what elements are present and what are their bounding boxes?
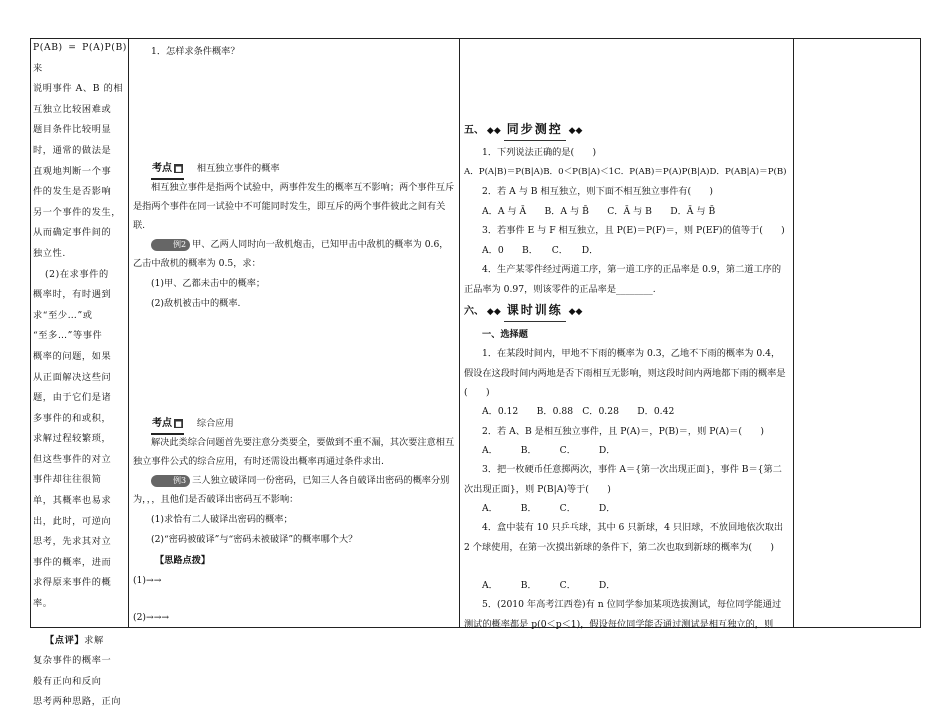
diamond-icon: ◆◆ [486,126,501,136]
t-question-2: 2．若 A、B 是相互独立事件，且 P(A)＝，P(B)＝，则 P(A)＝( ) [482,426,764,437]
section-6-title: 课时训练 [504,301,566,322]
review-note [33,631,127,713]
t-question-3-options: A． B． C． D． [482,503,616,514]
review-line: 般有正向和反向 [33,675,102,687]
t-question-5: 5．(2010 年高考江西卷)有 n 位同学参加某项选拔测试，每位同学能通过测试的概率都是 p(0＜p＜1)，假设每位同学能否通过测试是相互独立的，则 [464,599,782,630]
review-label: 【点评】 [45,634,85,646]
notes-line: 直观地判断一个事 [33,165,112,177]
notes-line: 从正面解决这些问 [33,371,112,383]
column-divider [459,38,460,628]
example-2-q1: (1)甲、乙都未击中的概率； [151,278,266,289]
notes-line: 时，通常的做法是 [33,144,112,156]
kaodian-1-body: 相互独立事件是指两个试验中，两事件发生的概率互不影响；两个事件互斥是指两个事件在同一试验中不可能同时发生，即互斥的两个事件彼此之间有关联. [133,182,455,231]
notes-line: 概率时，有时遇到 [33,289,112,301]
kaodian-2-body: 解决此类综合问题首先要注意分类要全，要做到不重不漏，其次要注意相互独立事件公式的综合应用，有时还需设出概率再通过条件求出. [133,437,455,467]
example-3-q2: (2)“密码被破译”与“密码未被破译”的概率哪个大？ [151,534,358,545]
t-question-2-options: A． B． C． D． [482,445,616,456]
notes-line: “至多…”等事件 [33,330,103,342]
s5-question-2-options: A．A 与 Ā B．A 与 B̄ C．Ā 与 B D．Ā 与 B̄ [482,206,716,217]
lesson-column [133,38,457,628]
notes-line: 从而确定事件间的 [33,227,112,239]
kaodian-icon: ■ [175,164,182,173]
notes-line: 件的发生是否影响 [33,186,112,198]
notes-column [33,38,127,708]
notes-line: 多事件的和或积， [33,412,112,424]
kaodian-icon: ■ [175,419,182,428]
notes-line: 但这些事件的对立 [33,453,112,465]
notes-line: 说明事件 A、B 的相 [33,83,124,95]
example-2-q2: (2)敌机被击中的概率. [151,298,241,309]
diamond-icon: ◆◆ [568,126,583,136]
example-badge: 例2 [151,239,190,251]
s5-question-4: 4．生产某零件经过两道工序，第一道工序的正品率是 0.9，第二道工序的正品率为 0.97，则该零件的正品率是________. [464,264,782,295]
t-question-3: 3．把一枚硬币任意掷两次，事件 A＝{第一次出现正面}，事件 B＝{第二次出现正面}，则 P(B|A)等于( ) [464,464,782,495]
section-5-heading: 五、 ◆◆ 同步测控 ◆◆ [464,120,582,142]
notes-line: 率。 [33,598,53,610]
notes-line: 题目条件比较明显 [33,124,112,136]
notes-line: 求“至少…”或 [33,309,93,321]
review-line: 求解 [84,634,104,646]
question-1: 1．怎样求条件概率？ [151,46,240,57]
kaodian-badge: 考点 ■ [151,414,184,435]
kaodian-title: 综合应用 [196,418,234,429]
kaodian-1 [151,159,280,180]
s5-question-1-options: A．P(A|B)＝P(B|A)B．0＜P(B|A)＜1C．P(AB)＝P(A)P(B|A)D．P(AB|A)＝P(B) [464,167,787,177]
s5-question-2: 2．若 A 与 B 相互独立，则下面不相互独立事件有( ) [482,186,714,197]
section-5-title: 同步测控 [504,120,566,141]
kaodian-title: 相互独立事件的概率 [196,163,280,174]
t-question-1-options: A．0.12 B．0.88 C．0.28 D．0.42 [482,406,675,417]
column-divider [793,38,794,628]
notes-line: 另一个事件的发生， [33,206,122,218]
diamond-icon: ◆◆ [486,307,501,317]
hint-label: 【思路点拨】 [155,555,211,566]
example-3-q1: (1)求恰有二人破译出密码的概率； [151,514,293,525]
column-divider [128,38,129,628]
notes-line: 出，此时，可逆向 [33,515,112,527]
notes-line: 题，由于它们是诸 [33,392,112,404]
notes-line: 求解过程较繁琐， [33,433,112,445]
notes-line: (2)在求事件的 [45,268,109,280]
notes-line: 事件却往往很简 [33,474,102,486]
kaodian-2 [151,414,234,435]
s5-question-3: 3．若事件 E 与 F 相互独立，且 P(E)＝P(F)＝，则 P(EF)的值等于( ) [482,225,785,236]
t-question-4: 4．盒中装有 10 只乒乓球，其中 6 只新球，4 只旧球，不放回地依次取出 2 个球使用，在第一次摸出新球的条件下，第二次也取到新球的概率为( ) [464,522,784,553]
t-question-4-options: A． B． C． D． [482,580,616,591]
exercise-column [464,38,789,628]
review-line: 思考两种思路，正向 [33,696,122,708]
notes-line: P(AB) = P(A)P(B) 来 [33,42,127,74]
notes-text [33,38,127,615]
kaodian-badge: 考点 ■ [151,159,184,180]
notes-line: 单，其概率也易求 [33,495,112,507]
notes-line: 求得原来事件的概 [33,577,112,589]
notes-line: 独立性. [33,247,66,259]
example-3: 例3 三人独立破译同一份密码，已知三人各自破译出密码的概率分别为，，，且他们是否破译出密码互不影响： [133,475,450,505]
hint-1: (1)→→ [133,575,162,586]
notes-line: 事件的概率，进而 [33,556,112,568]
notes-line: 思考，先求其对立 [33,536,112,548]
review-line: 复杂事件的概率一 [33,655,112,667]
example-badge: 例3 [151,475,190,487]
diamond-icon: ◆◆ [568,307,583,317]
t-question-1: 1．在某段时间内，甲地不下雨的概率为 0.3，乙地不下雨的概率为 0.4，假设在这段时间内两地是否下雨相互无影响，则这段时间内两地都下雨的概率是( ) [464,348,786,398]
notes-line: 互独立比较困难或 [33,103,112,115]
example-2: 例2 甲、乙两人同时向一敌机炮击，已知甲击中敌机的概率为 0.6，乙击中敌机的概率为 0.5，求： [133,239,449,269]
notes-line: 概率的问题，如果 [33,350,112,362]
section-6-heading: 六、 ◆◆ 课时训练 ◆◆ [464,301,582,323]
s5-question-1: 1．下列说法正确的是( ) [482,147,597,158]
s6-subheading: 一、选择题 [482,329,528,340]
hint-2: (2)→→→ [133,612,170,623]
s5-question-3-options: A．0 B． C． D． [482,245,599,256]
